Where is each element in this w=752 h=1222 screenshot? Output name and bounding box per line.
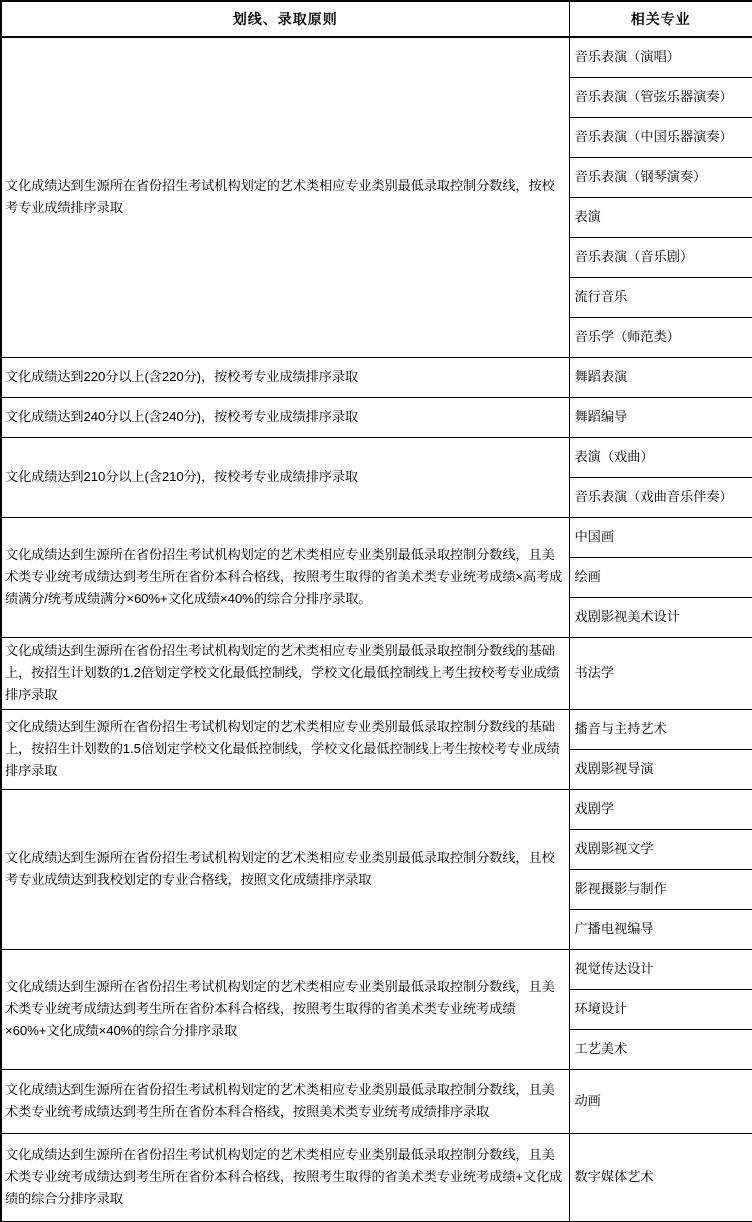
major-cell-23: 视觉传达设计: [569, 949, 752, 989]
table-row: [1, 437, 752, 477]
major-cell-9: 舞蹈表演: [569, 357, 752, 397]
major-cell-14: 绘画: [569, 557, 752, 597]
rule-cell-6: 文化成绩达到生源所在省份招生考试机构划定的艺术类相应专业类别最低录取控制分数线的基础上，按招生计划数的1.2倍划定学校文化最低控制线，学校文化最低控制线上考生按校考专业成绩排序录取: [1, 637, 569, 709]
table-header: [1, 1, 752, 37]
major-cell-8: 音乐学（师范类）: [569, 317, 752, 357]
major-cell-6: 音乐表演（音乐剧）: [569, 237, 752, 277]
rule-cell-2: 文化成绩达到220分以上(含220分)，按校考专业成绩排序录取: [1, 357, 569, 397]
major-cell-26: 动画: [569, 1069, 752, 1133]
rule-cell-1: 文化成绩达到生源所在省份招生考试机构划定的艺术类相应专业类别最低录取控制分数线，按校考专业成绩排序录取: [1, 37, 569, 357]
major-cell-2: 音乐表演（管弦乐器演奏）: [569, 77, 752, 117]
table-row: [1, 1069, 752, 1133]
header-row: [1, 1, 752, 37]
table-row: [1, 637, 752, 709]
major-cell-27: 数字媒体艺术: [569, 1133, 752, 1221]
major-cell-13: 中国画: [569, 517, 752, 557]
rule-cell-8: 文化成绩达到生源所在省份招生考试机构划定的艺术类相应专业类别最低录取控制分数线，且校考专业成绩达到我校划定的专业合格线，按照文化成绩排序录取: [1, 789, 569, 949]
table-row: [1, 397, 752, 437]
rule-cell-5: 文化成绩达到生源所在省份招生考试机构划定的艺术类相应专业类别最低录取控制分数线，且美术类专业统考成绩达到考生所在省份本科合格线，按照考生取得的省美术类专业统考成绩×高考成绩满分/统考成绩满分×60%+文化成绩×40%的综合分排序录取。: [1, 517, 569, 637]
major-cell-22: 广播电视编导: [569, 909, 752, 949]
table-row: [1, 709, 752, 749]
major-cell-11: 表演（戏曲）: [569, 437, 752, 477]
major-cell-16: 书法学: [569, 637, 752, 709]
major-cell-25: 工艺美术: [569, 1029, 752, 1069]
table-row: [1, 789, 752, 829]
table-row: [1, 1133, 752, 1221]
table-row: [1, 949, 752, 989]
major-cell-7: 流行音乐: [569, 277, 752, 317]
rule-cell-7: 文化成绩达到生源所在省份招生考试机构划定的艺术类相应专业类别最低录取控制分数线的基础上，按招生计划数的1.5倍划定学校文化最低控制线，学校文化最低控制线上考生按校考专业成绩排序录取: [1, 709, 569, 789]
major-cell-24: 环境设计: [569, 989, 752, 1029]
table-row: [1, 517, 752, 557]
major-cell-1: 音乐表演（演唱）: [569, 37, 752, 77]
major-cell-12: 音乐表演（戏曲音乐伴奏）: [569, 477, 752, 517]
major-cell-15: 戏剧影视美术设计: [569, 597, 752, 637]
header-rule-column: 划线、录取原则: [1, 1, 569, 37]
header-major-column: 相关专业: [569, 1, 752, 37]
rule-cell-4: 文化成绩达到210分以上(含210分)，按校考专业成绩排序录取: [1, 437, 569, 517]
rule-cell-10: 文化成绩达到生源所在省份招生考试机构划定的艺术类相应专业类别最低录取控制分数线，且美术类专业统考成绩达到考生所在省份本科合格线，按照美术类专业统考成绩排序录取: [1, 1069, 569, 1133]
table-row: [1, 357, 752, 397]
major-cell-5: 表演: [569, 197, 752, 237]
major-cell-21: 影视摄影与制作: [569, 869, 752, 909]
major-cell-3: 音乐表演（中国乐器演奏）: [569, 117, 752, 157]
major-cell-17: 播音与主持艺术: [569, 709, 752, 749]
rule-cell-3: 文化成绩达到240分以上(含240分)，按校考专业成绩排序录取: [1, 397, 569, 437]
table-body: [1, 37, 752, 1221]
major-cell-19: 戏剧学: [569, 789, 752, 829]
major-cell-20: 戏剧影视文学: [569, 829, 752, 869]
major-cell-10: 舞蹈编导: [569, 397, 752, 437]
major-cell-4: 音乐表演（钢琴演奏）: [569, 157, 752, 197]
rule-cell-9: 文化成绩达到生源所在省份招生考试机构划定的艺术类相应专业类别最低录取控制分数线，且美术类专业统考成绩达到考生所在省份本科合格线，按照考生取得的省美术类专业统考成绩×60%+文化成绩×40%的综合分排序录取: [1, 949, 569, 1069]
table-row: [1, 37, 752, 77]
major-cell-18: 戏剧影视导演: [569, 749, 752, 789]
rule-cell-11: 文化成绩达到生源所在省份招生考试机构划定的艺术类相应专业类别最低录取控制分数线，且美术类专业统考成绩达到考生所在省份本科合格线，按照考生取得的省美术类专业统考成绩+文化成绩的综合分排序录取: [1, 1133, 569, 1221]
